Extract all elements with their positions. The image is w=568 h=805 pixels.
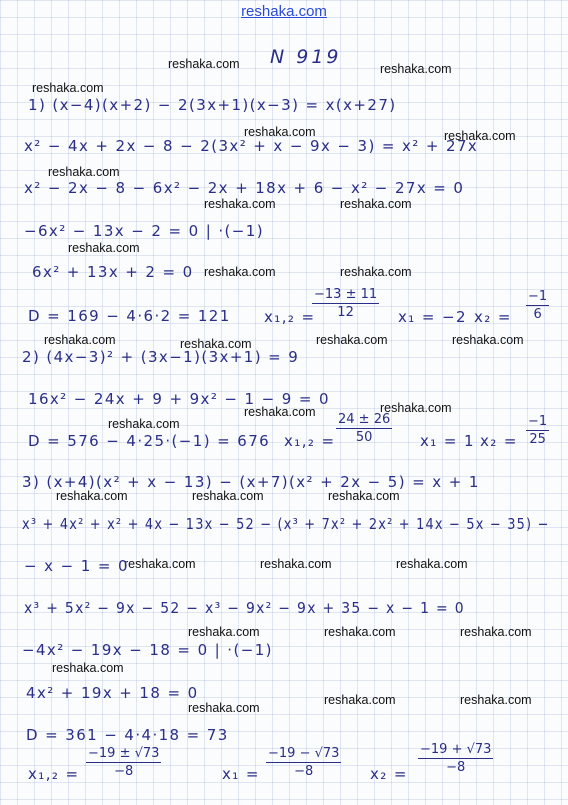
watermark: reshaka.com <box>180 337 252 351</box>
p1-root-2-fraction <box>526 289 549 322</box>
p3-step: 4x² + 19x + 18 = 0 <box>26 684 199 702</box>
watermark: reshaka.com <box>108 417 180 431</box>
p2-root-1: x₁ = 1 <box>420 432 475 450</box>
p2-root-2-fraction <box>526 414 549 447</box>
watermark: reshaka.com <box>316 333 388 347</box>
p2-root-2-numerator: −1 <box>528 414 548 429</box>
p3-root-1-label: x₁ = <box>222 765 260 783</box>
p3-roots-fraction <box>86 746 161 779</box>
watermark: reshaka.com <box>380 401 452 415</box>
p2-roots-numerator: 24 ± 26 <box>338 412 391 427</box>
p3-root-1-fraction <box>266 746 341 779</box>
p1-root-2-numerator: −1 <box>528 289 548 304</box>
watermark: reshaka.com <box>188 625 260 639</box>
watermark: reshaka.com <box>56 489 128 503</box>
watermark: reshaka.com <box>324 625 396 639</box>
p2-roots-denominator: 50 <box>355 430 373 445</box>
problem-number: N 919 <box>270 46 342 68</box>
p3-root-2-fraction <box>418 742 493 775</box>
watermark: reshaka.com <box>188 701 260 715</box>
p1-step: x² − 4x + 2x − 8 − 2(3x² + x − 9x − 3) = x² + 27x <box>24 137 479 155</box>
p3-equation: 3) (x+4)(x² + x − 13) − (x+7)(x² + 2x − 5) = x + 1 <box>22 473 480 491</box>
p3-root-1-denominator: −8 <box>294 764 314 779</box>
watermark: reshaka.com <box>68 241 140 255</box>
p3-discriminant: D = 361 − 4·4·18 = 73 <box>26 726 229 744</box>
p1-equation: 1) (x−4)(x+2) − 2(3x+1)(x−3) = x(x+27) <box>28 96 397 114</box>
watermark: reshaka.com <box>124 557 196 571</box>
p1-root-1: x₁ = −2 <box>398 308 467 326</box>
p2-step: 16x² − 24x + 9 + 9x² − 1 − 9 = 0 <box>28 390 330 408</box>
watermark: reshaka.com <box>52 661 124 675</box>
p1-roots-fraction <box>312 287 379 320</box>
p2-root-2-label: x₂ = <box>480 432 518 450</box>
watermark: reshaka.com <box>204 265 276 279</box>
p1-roots-numerator: −13 ± 11 <box>314 287 378 302</box>
p3-root-2-denominator: −8 <box>446 760 466 775</box>
p3-step: x³ + 4x² + x² + 4x − 13x − 52 − (x³ + 7x² + 2x² + 14x − 5x − 35) − <box>22 515 550 533</box>
watermark: reshaka.com <box>324 693 396 707</box>
watermark: reshaka.com <box>380 62 452 76</box>
p1-root-2-label: x₂ = <box>474 308 512 326</box>
p3-root-1-numerator: −19 − √73 <box>268 746 340 761</box>
p1-discriminant: D = 169 − 4·6·2 = 121 <box>28 307 231 325</box>
watermark: reshaka.com <box>192 489 264 503</box>
site-header-link[interactable]: reshaka.com <box>241 3 327 20</box>
p2-roots-label: x₁,₂ = <box>284 432 336 450</box>
p1-step: x² − 2x − 8 − 6x² − 2x + 18x + 6 − x² − 27x = 0 <box>24 179 465 197</box>
watermark: reshaka.com <box>260 557 332 571</box>
watermark: reshaka.com <box>340 197 412 211</box>
p2-discriminant: D = 576 − 4·25·(−1) = 676 <box>28 432 271 450</box>
p1-root-2-denominator: 6 <box>533 307 542 322</box>
watermark: reshaka.com <box>460 693 532 707</box>
p2-root-2-denominator: 25 <box>529 432 546 447</box>
p2-roots-fraction <box>336 412 392 445</box>
watermark: reshaka.com <box>340 265 412 279</box>
watermark: reshaka.com <box>204 197 276 211</box>
p3-step: −4x² − 19x − 18 = 0 | ·(−1) <box>22 641 273 659</box>
p3-roots-denominator: −8 <box>114 764 134 779</box>
p3-step: − x − 1 = 0 <box>24 557 129 575</box>
p2-equation: 2) (4x−3)² + (3x−1)(3x+1) = 9 <box>22 348 300 366</box>
watermark: reshaka.com <box>244 405 316 419</box>
p3-roots-numerator: −19 ± √73 <box>88 746 160 761</box>
watermark: reshaka.com <box>244 125 316 139</box>
p1-step: −6x² − 13x − 2 = 0 | ·(−1) <box>24 222 264 240</box>
p1-roots-label: x₁,₂ = <box>264 308 316 326</box>
p3-root-2-label: x₂ = <box>370 765 408 783</box>
p1-roots-denominator: 12 <box>337 305 354 320</box>
watermark: reshaka.com <box>168 57 240 71</box>
p3-roots-label: x₁,₂ = <box>28 765 80 783</box>
p3-root-2-numerator: −19 + √73 <box>420 742 492 757</box>
watermark: reshaka.com <box>328 489 400 503</box>
watermark: reshaka.com <box>444 129 516 143</box>
p1-step: 6x² + 13x + 2 = 0 <box>32 263 194 281</box>
watermark: reshaka.com <box>396 557 468 571</box>
watermark: reshaka.com <box>460 625 532 639</box>
p3-step: x³ + 5x² − 9x − 52 − x³ − 9x² − 9x + 35 − x − 1 = 0 <box>24 599 465 617</box>
watermark: reshaka.com <box>32 81 104 95</box>
watermark: reshaka.com <box>48 165 120 179</box>
watermark: reshaka.com <box>44 333 116 347</box>
watermark: reshaka.com <box>452 333 524 347</box>
